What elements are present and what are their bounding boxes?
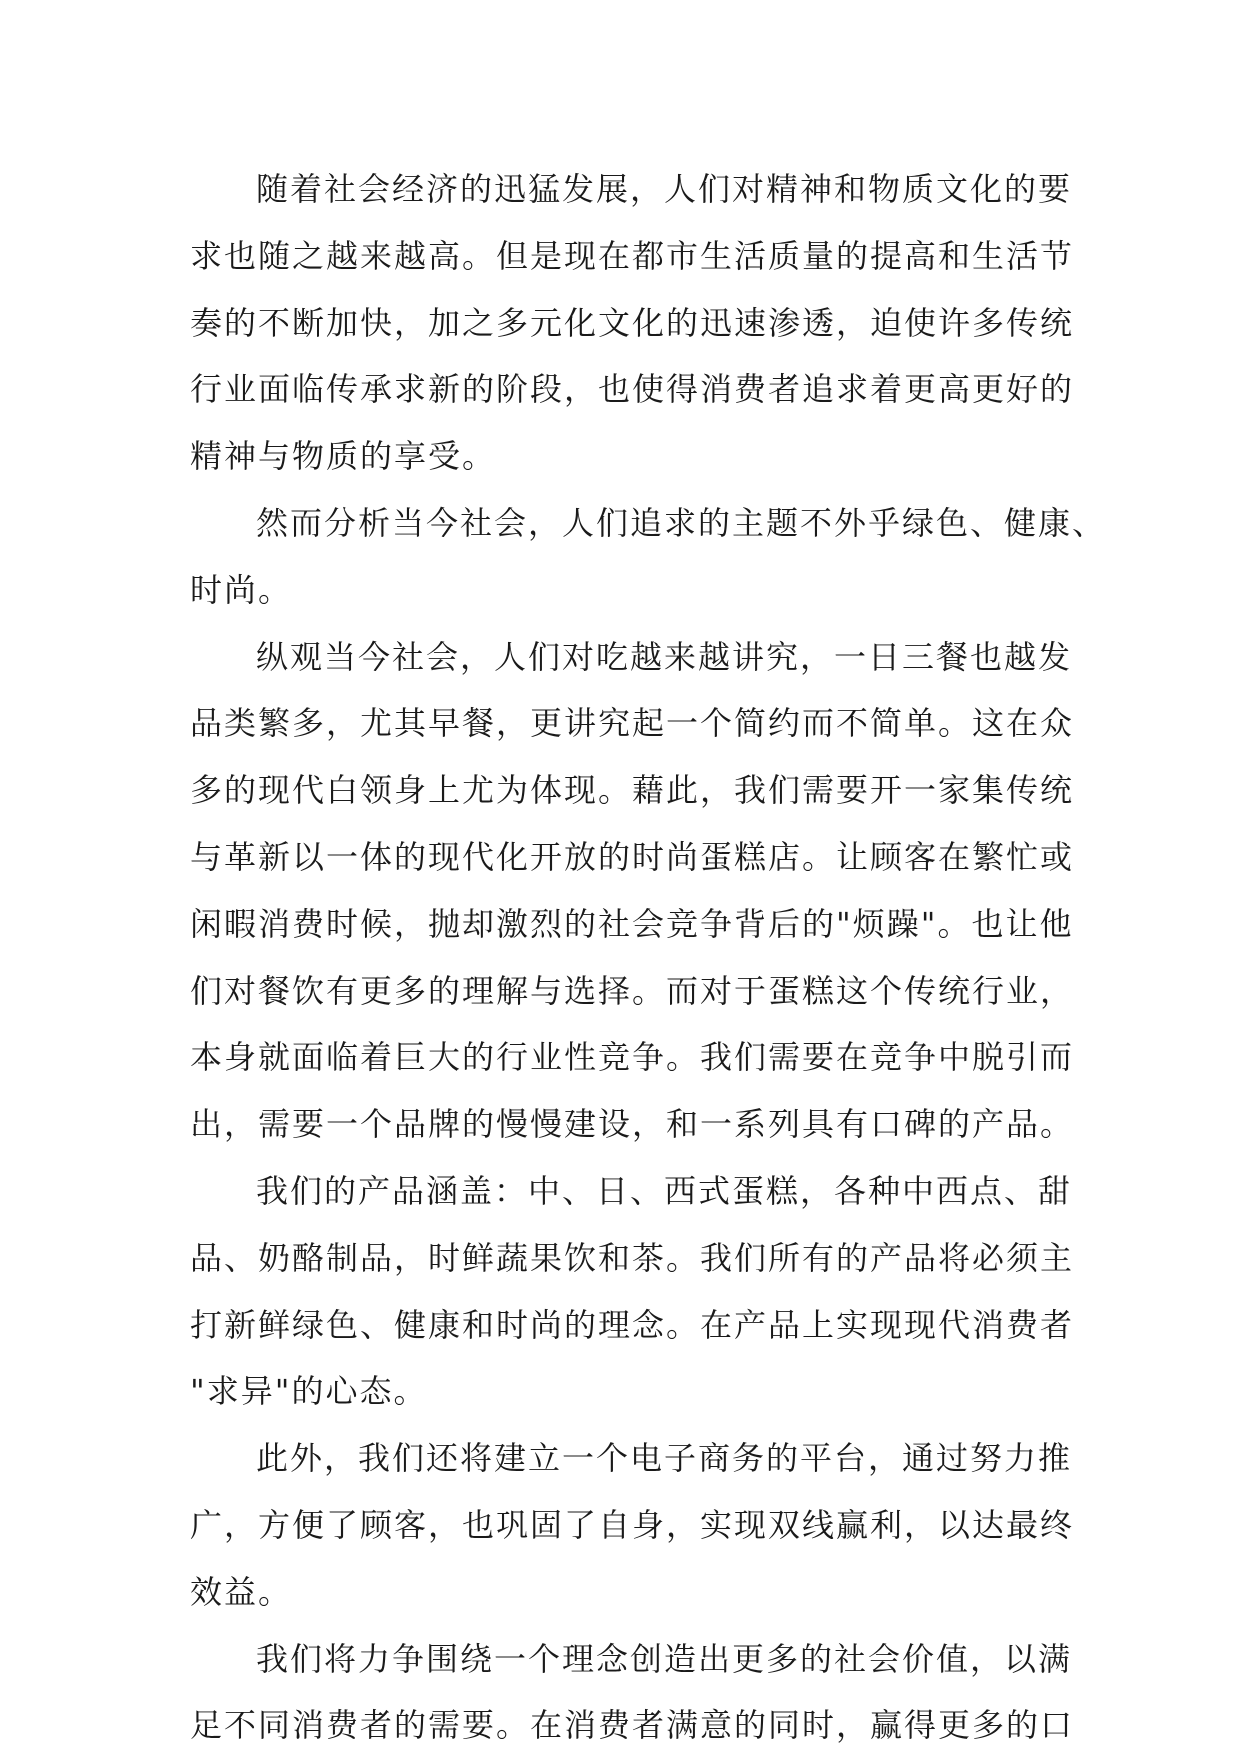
document-body xyxy=(190,156,1107,1759)
paragraph-line: 效益。 xyxy=(190,1572,293,1611)
paragraph-line: 我们将力争围绕一个理念创造出更多的社会价值，以满 xyxy=(256,1639,1073,1678)
paragraph-6 xyxy=(190,1626,1075,1759)
paragraph-line: 奏的不断加快，加之多元化文化的迅速渗透，迫使许多传统 xyxy=(190,303,1075,342)
paragraph-line: 求也随之越来越高。但是现在都市生活质量的提高和生活节 xyxy=(190,236,1075,275)
paragraph-line: 纵观当今社会，人们对吃越来越讲究，一日三餐也越发 xyxy=(256,637,1073,676)
paragraph-line: 品类繁多，尤其早餐，更讲究起一个简约而不简单。这在众 xyxy=(190,704,1075,743)
paragraph-line: 闲暇消费时候，抛却激烈的社会竞争背后的"烦躁"。也让他 xyxy=(190,904,1074,943)
paragraph-2 xyxy=(190,490,1107,624)
paragraph-line: 此外，我们还将建立一个电子商务的平台，通过努力推 xyxy=(256,1439,1073,1478)
paragraph-3 xyxy=(190,624,1075,1158)
paragraph-line: 然而分析当今社会，人们追求的主题不外乎绿色、健康、 xyxy=(256,503,1107,542)
paragraph-line: 足不同消费者的需要。在消费者满意的同时，赢得更多的口 xyxy=(190,1706,1075,1745)
paragraph-line: 们对餐饮有更多的理解与选择。而对于蛋糕这个传统行业， xyxy=(190,971,1075,1010)
paragraph-line: 多的现代白领身上尤为体现。藉此，我们需要开一家集传统 xyxy=(190,771,1075,810)
paragraph-line: 我们的产品涵盖：中、日、西式蛋糕，各种中西点、甜 xyxy=(256,1171,1073,1210)
paragraph-line: 与革新以一体的现代化开放的时尚蛋糕店。让顾客在繁忙或 xyxy=(190,837,1075,876)
paragraph-line: 品、奶酪制品，时鲜蔬果饮和茶。我们所有的产品将必须主 xyxy=(190,1238,1075,1277)
paragraph-line: 打新鲜绿色、健康和时尚的理念。在产品上实现现代消费者 xyxy=(190,1305,1075,1344)
paragraph-line: 广，方便了顾客，也巩固了自身，实现双线赢利，以达最终 xyxy=(190,1505,1075,1544)
paragraph-line: 本身就面临着巨大的行业性竞争。我们需要在竞争中脱引而 xyxy=(190,1038,1075,1077)
paragraph-4 xyxy=(190,1158,1075,1425)
paragraph-5 xyxy=(190,1425,1075,1625)
paragraph-line: 随着社会经济的迅猛发展，人们对精神和物质文化的要 xyxy=(256,170,1073,208)
paragraph-1 xyxy=(190,156,1075,490)
paragraph-line: 时尚。 xyxy=(190,570,293,609)
paragraph-line: "求异"的心态。 xyxy=(190,1372,428,1411)
paragraph-line: 精神与物质的享受。 xyxy=(190,437,497,476)
paragraph-line: 行业面临传承求新的阶段，也使得消费者追求着更高更好的 xyxy=(190,370,1075,409)
paragraph-line: 出，需要一个品牌的慢慢建设，和一系列具有口碑的产品。 xyxy=(190,1105,1075,1144)
